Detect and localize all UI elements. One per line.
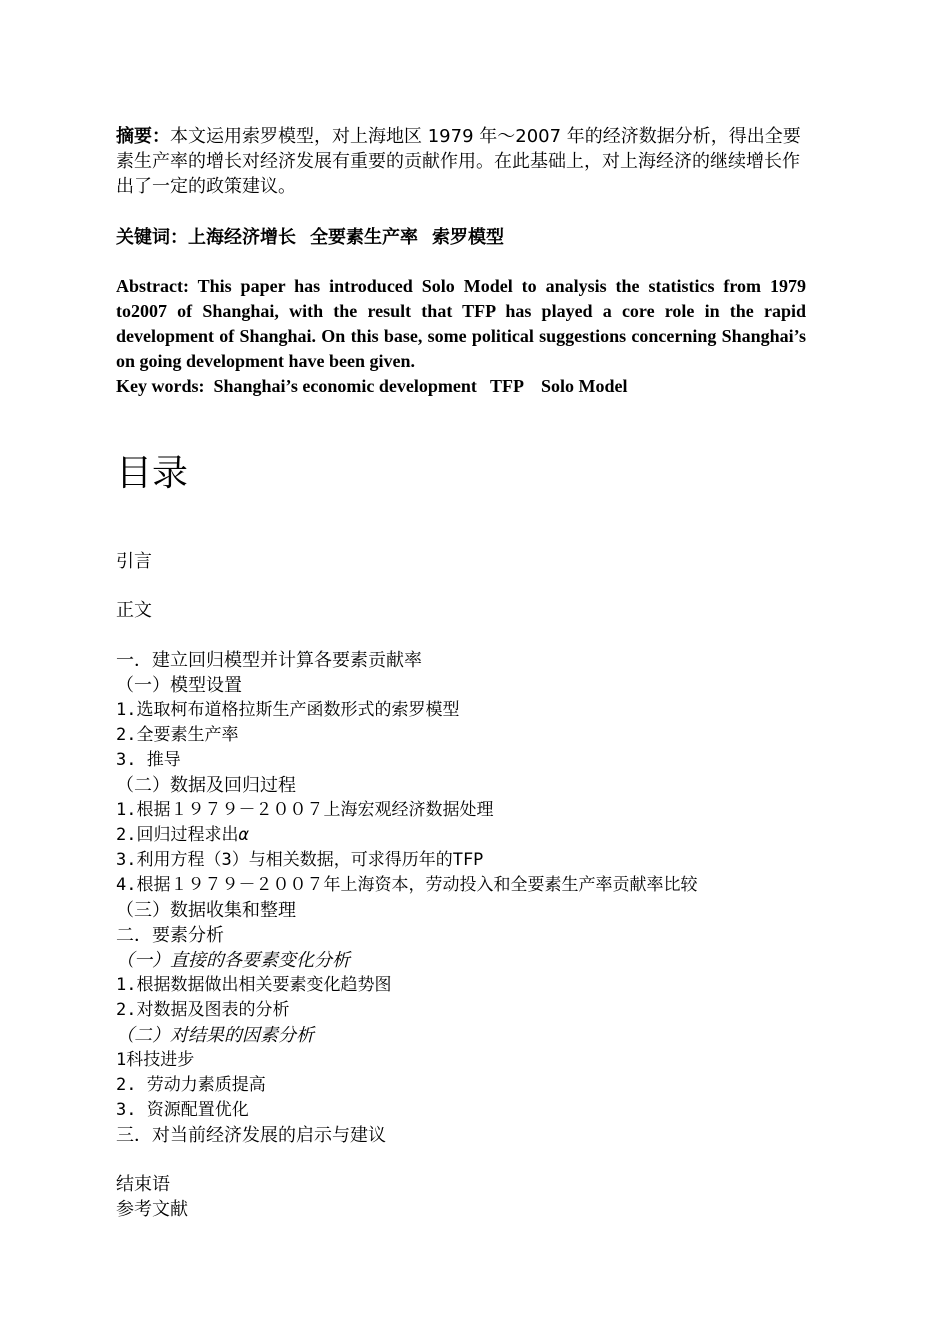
keywords-cn-label: 关键词： <box>116 227 188 248</box>
toc-entry[interactable]: 1.选取柯布道格拉斯生产函数形式的索罗模型 <box>116 700 460 720</box>
toc-entry[interactable]: 一．建立回归模型并计算各要素贡献率 <box>116 650 422 671</box>
toc-entry[interactable]: （一）模型设置 <box>116 675 242 696</box>
toc-entry[interactable]: 4.根据１９７９－２００７年上海资本，劳动投入和全要素生产率贡献率比较 <box>116 875 698 895</box>
toc-intro[interactable]: 引言 <box>116 551 152 572</box>
toc-entry[interactable]: 1科技进步 <box>116 1050 195 1070</box>
keywords-cn <box>116 225 504 250</box>
toc-entry-alpha[interactable] <box>116 823 249 848</box>
keyword-cn-2: 全要素生产率 <box>310 227 418 248</box>
abstract-cn-text: 本文运用索罗模型，对上海地区 1979 年～2007 年的经济数据分析，得出全要素生产率的增长对经济发展有重要的贡献作用。在此基础上，对上海经济的继续增长作出了一定的政策建议。 <box>116 126 801 197</box>
toc-entry[interactable]: 3. 资源配置优化 <box>116 1100 249 1120</box>
alpha-symbol: α <box>238 825 249 845</box>
toc-entry[interactable]: 2.全要素生产率 <box>116 725 239 745</box>
toc-entry[interactable]: 三．对当前经济发展的启示与建议 <box>116 1125 386 1146</box>
toc-entry[interactable]: 1.根据数据做出相关要素变化趋势图 <box>116 975 392 995</box>
toc-entry[interactable]: 二．要素分析 <box>116 925 224 946</box>
toc-conclusion[interactable]: 结束语 <box>116 1174 170 1195</box>
keyword-cn-3: 索罗模型 <box>432 227 504 248</box>
abstract-cn <box>116 124 806 199</box>
toc-entry[interactable]: 3. 推导 <box>116 750 181 770</box>
toc-entry[interactable]: 2. 劳动力素质提高 <box>116 1075 266 1095</box>
abstract-cn-label: 摘要： <box>116 126 170 147</box>
toc-entry-text: 2.回归过程求出 <box>116 825 239 845</box>
toc-entry[interactable]: 3.利用方程（3）与相关数据，可求得历年的TFP <box>116 850 484 870</box>
toc-entry[interactable]: （三）数据收集和整理 <box>116 900 296 921</box>
keywords-en: Key words: Shanghai’s economic development TFP Solo Model <box>116 376 628 396</box>
toc-entry[interactable]: （一）直接的各要素变化分析 <box>116 950 350 971</box>
toc-entry[interactable]: 2.对数据及图表的分析 <box>116 1000 290 1020</box>
toc-references[interactable]: 参考文献 <box>116 1199 188 1220</box>
toc-body[interactable]: 正文 <box>116 600 152 621</box>
keyword-cn-1: 上海经济增长 <box>188 227 296 248</box>
toc-heading: 目录 <box>116 453 189 494</box>
toc-entry[interactable]: 1.根据１９７９－２００７上海宏观经济数据处理 <box>116 800 494 820</box>
toc-entry[interactable]: （二）数据及回归过程 <box>116 775 296 796</box>
abstract-en: Abstract: This paper has introduced Solo Model to analysis the statistics from 1979 to2007 of Shanghai, with the result that TFP has played a core role in the rapid development of Shanghai. On this base, some political suggestions concerning Shanghai’s on going development have been given. <box>116 276 806 371</box>
toc-entry[interactable]: （二）对结果的因素分析 <box>116 1025 314 1046</box>
